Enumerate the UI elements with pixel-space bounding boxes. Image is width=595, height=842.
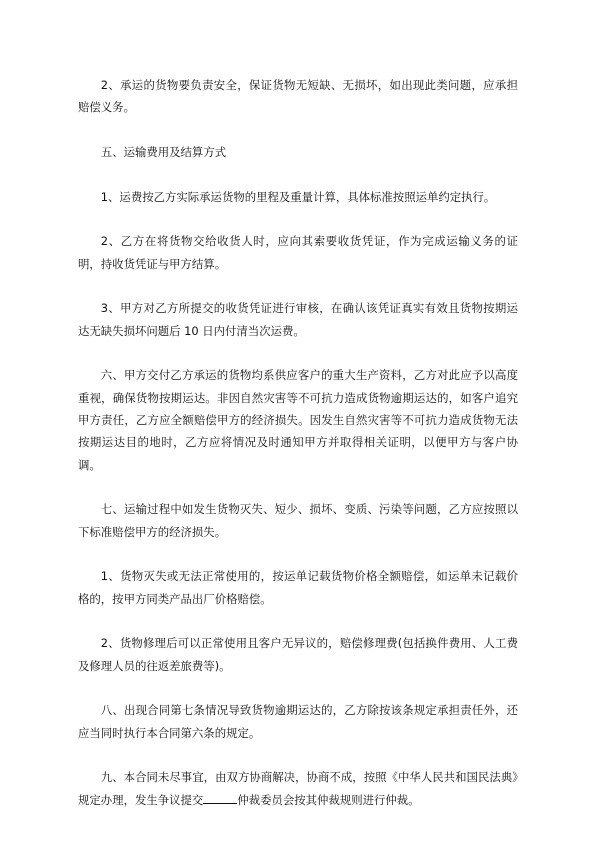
clause-9-text-start: 九、本合同未尽事宜，由双方协商解决，协商不成，按照《中华人民共和国民法典》规定办理，发生争议提交	[78, 770, 518, 807]
clause-7: 七、运输过程中如发生货物灭失、短少、损坏、变质、污染等问题，乙方应按照以下标准赔偿甲方的经济损失。	[78, 502, 518, 539]
clause-5-item-1: 1、运费按乙方实际承运货物的里程及重量计算，具体标准按照运单约定执行。	[100, 189, 496, 204]
section-heading-5: 五、运输费用及结算方式	[100, 145, 227, 159]
document-body	[78, 74, 518, 833]
clause-7-item-1: 1、货物灭失或无法正常使用的，按运单记载货物价格全额赔偿，如运单未记载价格的，按甲方同类产品出厂价格赔偿。	[78, 569, 518, 606]
clause-4-item-2: 2、承运的货物要负责安全，保证货物无短缺、无损坏，如出现此类问题，应承担赔偿义务。	[78, 78, 518, 115]
clause-9	[78, 766, 518, 811]
clause-6: 六、甲方交付乙方承运的货物均系供应客户的重大生产资料，乙方对此应予以高度重视，确保货物按期运达。非因自然灾害等不可抗力造成货物逾期运达的，如客户追究甲方责任，乙方应全额赔偿甲方的经济损失。因发生自然灾害等不可抗力造成货物无法按期运达目的地时，乙方应将情况及时通知甲方并取得相关证明，以便甲方与客户协调。	[78, 368, 518, 472]
arbitration-blank-field	[203, 791, 237, 804]
clause-9-text-end: 仲裁委员会按其仲裁规则进行仲裁。	[237, 792, 420, 807]
clause-5-item-2: 2、乙方在将货物交给收货人时，应向其索要收货凭证，作为完成运输义务的证明，持收货凭证与甲方结算。	[78, 234, 518, 271]
clause-8: 八、出现合同第七条情况导致货物逾期运达的，乙方除按该条规定承担责任外，还应当同时执行本合同第六条的规定。	[78, 703, 518, 740]
clause-7-item-2: 2、货物修理后可以正常使用且客户无异议的，赔偿修理费(包括换件费用、人工费及修理人员的往返差旅费等)。	[78, 636, 518, 673]
clause-5-item-3: 3、甲方对乙方所提交的收货凭证进行审核，在确认该凭证真实有效且货物按期运达无缺失损坏问题后 10 日内付清当次运费。	[78, 301, 518, 338]
